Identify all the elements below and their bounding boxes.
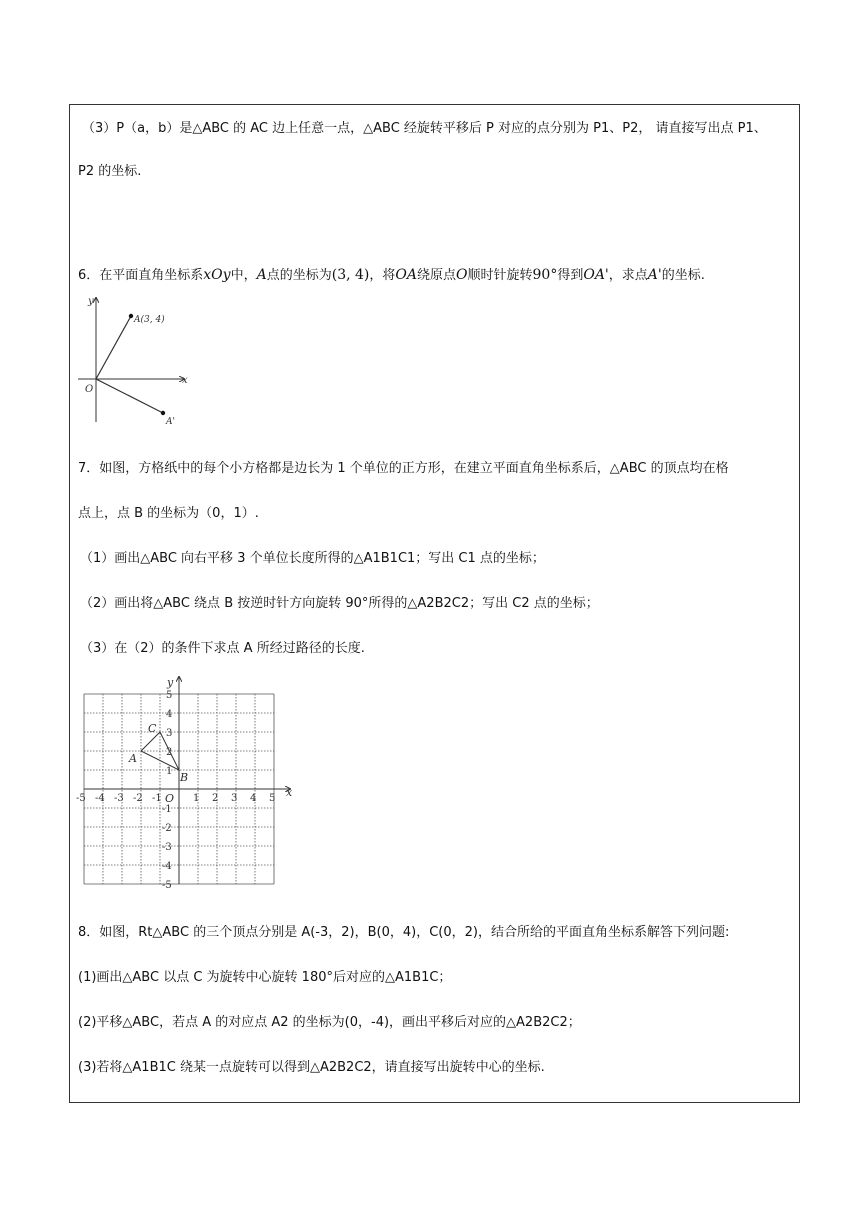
q7-ytick-neg2: -2 bbox=[162, 823, 172, 834]
q7-ytick-neg4: -4 bbox=[162, 861, 172, 872]
q8-part2: (2)平移△ABC，若点 A 的对应点 A2 的坐标为(0，-4)，画出平移后对应的△A2B2C2； bbox=[78, 1015, 581, 1030]
q7-xtick-neg5: -5 bbox=[76, 793, 86, 804]
q6-math-90: 90° bbox=[532, 267, 558, 283]
q5-part3-line1: （3）P（a，b）是△ABC 的 AC 边上任意一点，△ABC 经旋转平移后 P 对应的点分别为 P1、P2， 请直接写出点 P1、 bbox=[82, 121, 767, 136]
q7-ytick-neg1: -1 bbox=[162, 804, 172, 815]
q7-ytick-3: 3 bbox=[166, 728, 173, 739]
q6-math-oa1: OA' bbox=[583, 267, 609, 283]
q7-line2: 点上，点 B 的坐标为（0，1）. bbox=[78, 506, 259, 521]
q6-math-o: O bbox=[456, 267, 468, 283]
q7-xtick-neg3: -3 bbox=[114, 793, 124, 804]
q6-figure bbox=[76, 292, 196, 432]
q7-ytick-5: 5 bbox=[166, 690, 173, 701]
q7-xtick-5: 5 bbox=[269, 793, 276, 804]
q6-text-h: ，求点 bbox=[608, 268, 648, 283]
q6-text-e: 绕原点 bbox=[416, 268, 456, 283]
q6-text-d: ，将 bbox=[369, 268, 396, 283]
q7-ytick-neg3: -3 bbox=[162, 842, 172, 853]
q7-xtick-1: 1 bbox=[193, 793, 200, 804]
q6-math-oa: OA bbox=[395, 267, 417, 283]
q7-ytick-neg5: -5 bbox=[162, 880, 172, 888]
q6-segment-oa1 bbox=[96, 379, 163, 413]
q7-part2: （2）画出将△ABC 绕点 B 按逆时针方向旋转 90°所得的△A2B2C2；写出 C2 点的坐标； bbox=[80, 596, 599, 611]
q7-label-a: A bbox=[129, 752, 137, 765]
q7-ytick-2: 2 bbox=[166, 747, 173, 758]
q6-label-o: O bbox=[85, 384, 94, 395]
q8-line1: 8．如图，Rt△ABC 的三个顶点分别是 A(-3，2)，B(0，4)，C(0，2)，结合所给的平面直角坐标系解答下列问题: bbox=[78, 925, 730, 940]
q7-xtick-neg2: -2 bbox=[133, 793, 143, 804]
q7-label-o: O bbox=[165, 792, 175, 805]
q6-text-i: 的坐标. bbox=[661, 268, 705, 283]
q7-label-c: C bbox=[148, 722, 157, 735]
q6-segment-oa bbox=[96, 316, 131, 379]
q6-label-a1: A' bbox=[166, 417, 175, 427]
q6-text-f: 顺时针旋转 bbox=[467, 268, 533, 283]
q8-part3: (3)若将△A1B1C 绕某一点旋转可以得到△A2B2C2，请直接写出旋转中心的坐标. bbox=[78, 1060, 545, 1075]
q7-part3: （3）在（2）的条件下求点 A 所经过路径的长度. bbox=[80, 641, 365, 656]
q6-math-coord: (3, 4) bbox=[331, 267, 370, 283]
q7-xtick-4: 4 bbox=[250, 793, 257, 804]
q7-ytick-4: 4 bbox=[166, 709, 173, 720]
q7-grid-figure bbox=[76, 674, 296, 888]
q6-math-xoy: xOy bbox=[203, 267, 231, 283]
q7-xtick-3: 3 bbox=[231, 793, 238, 804]
q8-part1: (1)画出△ABC 以点 C 为旋转中心旋转 180°后对应的△A1B1C； bbox=[78, 970, 452, 985]
q6-text-g: 得到 bbox=[557, 268, 584, 283]
q6-text-b: 中， bbox=[230, 268, 257, 283]
q7-xtick-neg1: -1 bbox=[152, 793, 162, 804]
q6-math-a1: A' bbox=[647, 267, 662, 283]
q6-point-a bbox=[129, 314, 133, 318]
q7-xtick-neg4: -4 bbox=[95, 793, 105, 804]
q7-part1: （1）画出△ABC 向右平移 3 个单位长度所得的△A1B1C1；写出 C1 点的坐标； bbox=[80, 551, 545, 566]
q6-label-x: x bbox=[182, 375, 188, 386]
q7-label-y: y bbox=[167, 676, 174, 689]
q7-label-x: x bbox=[286, 786, 293, 799]
q7-label-b: B bbox=[180, 771, 189, 784]
q7-ytick-1: 1 bbox=[166, 766, 173, 777]
q6-text-c: 点的坐标为 bbox=[266, 268, 332, 283]
q6-math-a: A bbox=[256, 267, 267, 283]
q7-xtick-2: 2 bbox=[212, 793, 219, 804]
q6-point-a1 bbox=[161, 411, 165, 415]
q5-part3-line2: P2 的坐标. bbox=[78, 164, 142, 179]
q7-line1: 7．如图，方格纸中的每个小方格都是边长为 1 个单位的正方形，在建立平面直角坐标系后，△ABC 的顶点均在格 bbox=[78, 461, 729, 476]
q6-label-a: A(3, 4) bbox=[134, 315, 165, 325]
q6-label-y: y bbox=[88, 296, 94, 307]
q6-statement bbox=[78, 266, 705, 285]
q6-text-a: 6．在平面直角坐标系 bbox=[78, 268, 204, 283]
